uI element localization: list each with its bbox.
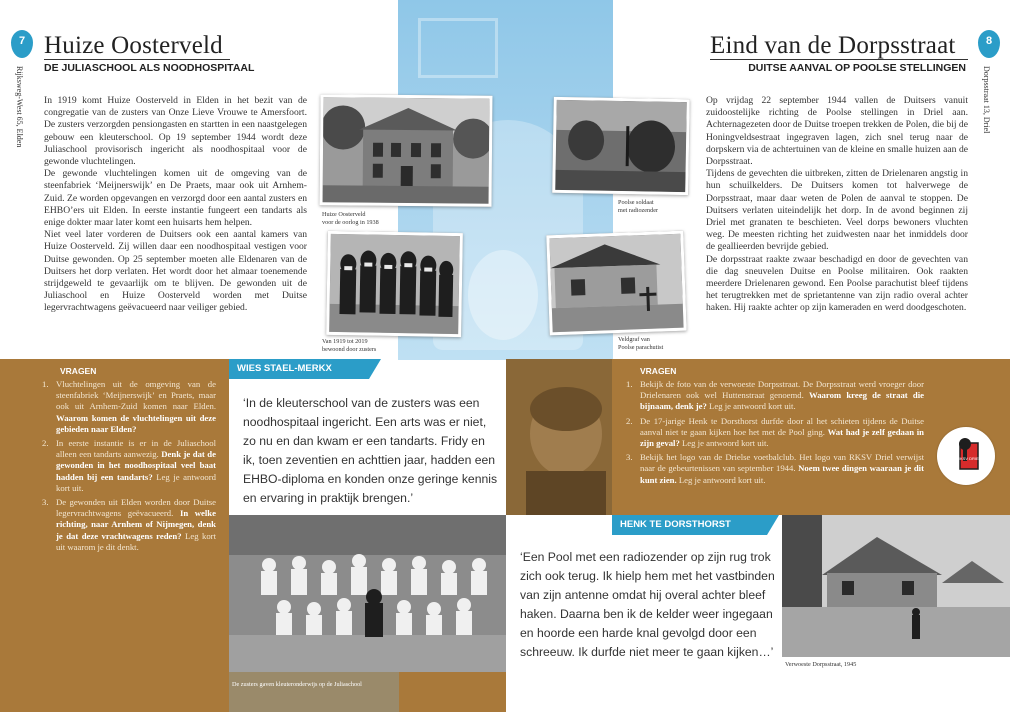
veldgraf-photo	[546, 231, 686, 336]
right-questions-label: VRAGEN	[640, 366, 677, 376]
witness-quote-right: ‘Een Pool met een radiozender op zijn rug trok zich ook terug. Ik hielp hem met het vastbinden van zijn antenne omdat hij overal achter bleef haken. Daarna ben ik de kelder weer ingegaan en hoorde een harde knal gevolgd door een schreeuw. Ik durfde niet meer te gaan kijken…’	[520, 550, 775, 659]
left-photo-caption-bar	[229, 672, 399, 712]
nuns-photo-illustration	[329, 234, 460, 334]
right-page-subtitle: DUITSE AANVAL OP POOLSE STELLINGEN	[748, 62, 966, 74]
club-logo-icon	[937, 427, 995, 485]
right-bottom-photo-caption: Verwoeste Dorpsstraat, 1945	[785, 661, 857, 668]
soldier-photo-illustration	[555, 100, 687, 192]
photo2-caption: Van 1919 tot 2019 bewoond door zusters	[322, 338, 377, 353]
question-item: 3. De gewonden uit Elden worden door Duitse legervrachtwagens geëvacueerd. In welke richting, naar Arnhem of Nijmegen, denk je dat deze vrachtwagens reden? Leg kort uit waarom je dit denkt.	[42, 497, 216, 552]
child-portrait-photo	[506, 359, 612, 515]
left-page-title: Huize Oosterveld	[44, 32, 223, 59]
right-questions-list	[624, 379, 924, 489]
left-questions-label: VRAGEN	[60, 366, 97, 376]
building-photo-illustration	[323, 97, 490, 203]
verwoeste-dorpsstraat-photo	[782, 515, 1010, 657]
right-page-title: Eind van de Dorpsstraat	[710, 32, 956, 59]
zusters-group-photo	[326, 231, 463, 337]
question-item: 1. Bekijk de foto van de verwoeste Dorpsstraat. De Dorpsstraat werd vroeger door Drielenaren ook wel Huttenstraat genoemd. Waarom kreeg de straat die bijnaam, denk je? Leg je antwoord kort uit.	[626, 379, 924, 412]
right-photo1-caption: Poolse soldaat met radiozender	[618, 199, 659, 214]
witness-quote-left: ‘In de kleuterschool van de zusters was een noodhospitaal ingericht. Een arts was er niet, zo nu en dan kwam er een tandarts. Fridy en ik, toen zeventien en achttien jaar, hadden een EHBO-diploma en konden onze geringe kennis en ervaring in praktijk brengen.’	[243, 396, 498, 505]
huize-oosterveld-photo	[320, 94, 493, 206]
grave-photo-illustration	[549, 234, 683, 333]
left-bottom-photo-caption: De zusters gaven kleuteronderwijs op de Juliaschool	[232, 681, 362, 688]
left-questions-panel	[0, 359, 229, 712]
question-item: 2. In eerste instantie is er in de Juliaschool alleen een tandarts aanwezig. Denk je dat de gewonden in het noodhospitaal veel baat hadden bij een tandarts? Leg je antwoord kort uit.	[42, 438, 216, 493]
left-questions-list	[40, 379, 216, 556]
right-questions-panel	[612, 359, 1010, 515]
question-item: 2. De 17-jarige Henk te Dorsthorst durfde door al het schieten tijdens de Duitse aanval niet te gaan kijken hoe het met de Pool ging. Wat had je zelf gedaan in zijn geval? Leg je antwoord kort uit.	[626, 415, 925, 449]
right-vertical-address: Dorpsstraat 13, Driel	[982, 66, 991, 134]
destroyed-street-illustration	[782, 515, 1010, 657]
left-vertical-address: Rijksweg-West 65, Elden	[15, 66, 24, 148]
class-photo-illustration	[229, 515, 506, 672]
right-title-rule	[710, 59, 968, 60]
svg-text:RKSV DRIEL: RKSV DRIEL	[957, 456, 981, 461]
rksv-driel-logo	[937, 427, 995, 485]
kleuterschool-class-photo	[229, 515, 506, 672]
left-title-rule	[44, 59, 230, 60]
location-pin-icon: 8	[978, 30, 1000, 58]
left-photo-caption-bar-accent	[399, 672, 506, 712]
right-photo2-caption: Veldgraf van Poolse parachutist	[618, 336, 664, 351]
left-body-text: In 1919 komt Huize Oosterveld in Elden in het bezit van de congregatie van de zusters van Onze Lieve Vrouwe te Amersfoort. De zusters verzorgden pensiongasten en startten in een naastgelegen gebouw een kleuterschool. Op 19 september 1944 wordt deze Juliaschool provisorisch ingericht als noodhospitaal voor de gewonde vluchtelingen. De gewonde vluchtelingen komen uit de omgeving van de steenfabriek ‘Meijnerswijk’ en De Praets, maar ook uit Arnhem-Zuid. Ze worden opgevangen en verzorgd door een aantal zusters en EHBO’ers uit Elden. In eerste instantie fungeert een tandarts als enige dokter maar later komt een huisarts hem helpen. Niet veel later vorderen de Duitsers ook een aantal kamers van Huize Oosterveld. Zij willen daar een noodhospitaal vestigen voor Duitse gewonden. Op 25 september moeten alle Eldenaren van de Duitsers het dorp verlaten. Het wordt door het almaar toenemende strijdgeweld te gevaarlijk om te blijven. De gewonden uit de Juliaschool en Huize Oosterveld worden met Duitse legervrachtwagens geëvacueerd naar veiliger gebied.	[44, 95, 307, 314]
photo1-caption: Huize Oosterveld voor de oorlog in 1938	[322, 211, 379, 226]
location-pin-icon: 7	[11, 30, 33, 58]
question-item: 1. Vluchtelingen uit de omgeving van de steenfabriek ‘Meijnerswijk’ en Praets, maar ook uit Arnhem-Zuid komen naar Elden. Waarom komen de vluchtelingen uit deze gebieden naar Elden?	[42, 379, 216, 434]
poolse-soldaat-photo	[552, 97, 690, 195]
witness-name-tag-right: HENK TE DORSTHORST	[612, 515, 767, 535]
question-item: 3. Bekijk het logo van de Drielse voetbalclub. Het logo van RKSV Driel verwijst naar de gebeurtenissen van september 1944. Noem twee dingen waaraan je dit kunt zien. Leg je antwoord kort uit.	[626, 452, 924, 485]
witness-name-tag-left: WIES STAEL-MERKX	[229, 359, 369, 379]
child-photo-illustration	[506, 359, 612, 515]
right-body-text: Op vrijdag 22 september 1944 vallen de Duitsers vanuit zuidoostelijke richting de Poolse stellingen in Driel aan. Achternagezeten door de Duitse troepen trekken de Polen, die bij de Honingveldsestraat ingegraven lagen, zich snel terug naar de dorpskern via de achtertuinen van de kleine en smalle huizen aan de Dorpsstraat. Tijdens de gevechten die uitbreken, zitten de Drielenaren angstig in hun schuilkelders. De Duitsers komen tot halverwege de Dorpsstraat, maar daar weten de Polen de aanval te stoppen. De Duitsers verlaten uiteindelijk het dorp. In de avond beginnen zij Driel met granaten te beschieten. Veel dorps bewoners vluchten weg. De meesten richting het zuidwesten naar het inmiddels door de geallieerden bevrijde gebied. De dorpsstraat raakte zwaar beschadigd en door de gevechten van die dag sneuvelen Duitse en Poolse militairen. Ook raakten meerdere Drielenaren gewond. Een Poolse parachutist bleef tijdens het terugtrekken met de sprietantenne van zijn radio overal achter haken. Hij raakte achter op zijn kameraden en werd doodgeschoten.	[706, 95, 968, 314]
left-page-subtitle: DE JULIASCHOOL ALS NOODHOSPITAAL	[44, 62, 255, 74]
